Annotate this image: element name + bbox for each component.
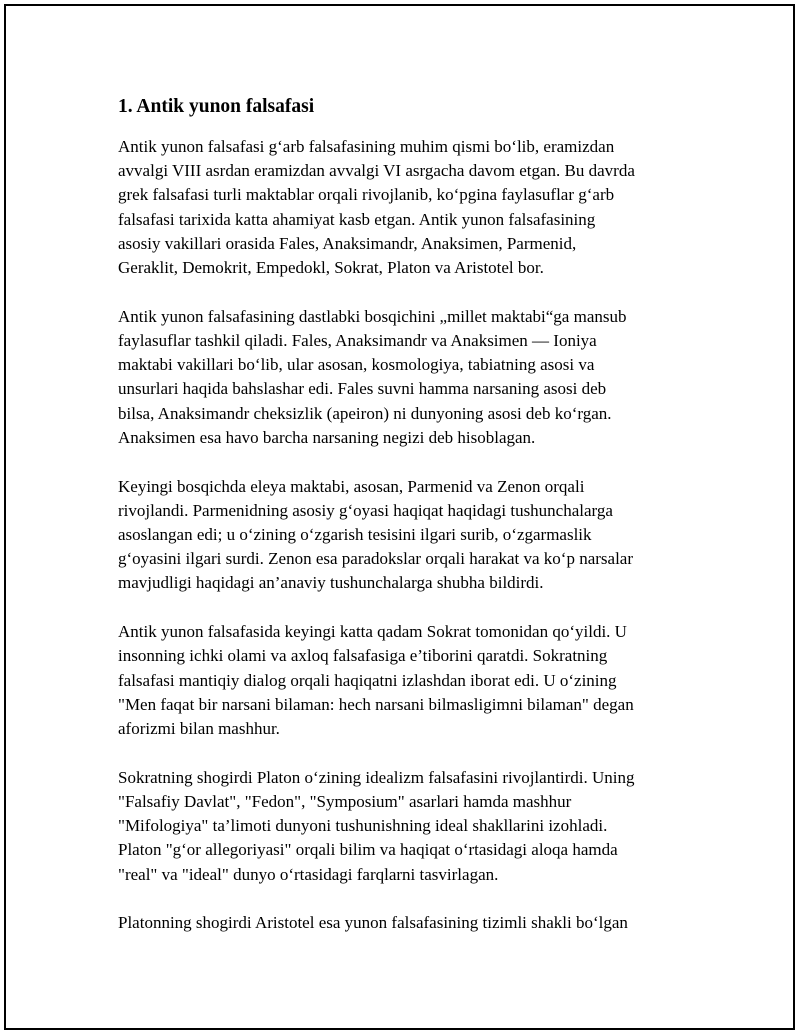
paragraph-line: Anaksimen esa havo barcha narsaning negizi deb hisoblagan.: [118, 427, 536, 447]
paragraphs-container: [118, 135, 698, 936]
paragraph: [118, 620, 698, 741]
paragraph-line: "Mifologiya" ta’limoti dunyoni tushunishning ideal shakllarini izohladi.: [118, 816, 608, 836]
section-title: 1. Antik yunon falsafasi: [118, 96, 315, 117]
paragraph-line: Sokratning shogirdi Platon o‘zining idealizm falsafasini rivojlantirdi. Uning: [118, 767, 635, 787]
paragraph-line: Keyingi bosqichda eleya maktabi, asosan, Parmenid va Zenon orqali: [118, 476, 585, 496]
paragraph-line: g‘oyasini ilgari surdi. Zenon esa paradokslar orqali harakat va ko‘p narsalar: [118, 549, 634, 569]
paragraph: [118, 305, 698, 450]
paragraph: [118, 766, 698, 887]
paragraph: [118, 135, 698, 280]
paragraph-line: Antik yunon falsafasida keyingi katta qadam Sokrat tomonidan qo‘yildi. U: [118, 622, 627, 642]
paragraph-line: avvalgi VIII asrdan eramizdan avvalgi VI asrgacha davom etgan. Bu davrda: [118, 161, 635, 181]
paragraph: [118, 911, 698, 935]
paragraph-line: "Falsafiy Davlat", "Fedon", "Symposium" asarlari hamda mashhur: [118, 792, 572, 812]
paragraph-line: mavjudligi haqidagi an’anaviy tushunchalarga shubha bildirdi.: [118, 573, 544, 593]
paragraph-line: Antik yunon falsafasining dastlabki bosqichini „millet maktabi“ga mansub: [118, 306, 627, 326]
paragraph-line: insonning ichki olami va axloq falsafasiga e’tiborini qaratdi. Sokratning: [118, 646, 608, 666]
paragraph-line: falsafasi mantiqiy dialog orqali haqiqatni izlashdan iborat edi. U o‘zining: [118, 670, 617, 690]
paragraph-line: Antik yunon falsafasi g‘arb falsafasining muhim qismi bo‘lib, eramizdan: [118, 137, 615, 156]
paragraph-line: falsafasi tarixida katta ahamiyat kasb etgan. Antik yunon falsafasining: [118, 209, 596, 229]
paragraph-line: bilsa, Anaksimandr cheksizlik (apeiron) ni dunyoning asosi deb ko‘rgan.: [118, 403, 612, 423]
paragraph-line: faylasuflar tashkil qiladi. Fales, Anaksimandr va Anaksimen — Ioniya: [118, 331, 597, 351]
paragraph-line: grek falsafasi turli maktablar orqali rivojlanib, ko‘pgina faylasuflar g‘arb: [118, 185, 615, 205]
paragraph-line: asosiy vakillari orasida Fales, Anaksimandr, Anaksimen, Parmenid,: [118, 233, 577, 253]
paragraph-line: Platon "g‘or allegoriyasi" orqali bilim va haqiqat o‘rtasidagi aloqa hamda: [118, 840, 618, 860]
paragraph-line: rivojlandi. Parmenidning asosiy g‘oyasi haqiqat haqidagi tushunchalarga: [118, 500, 613, 520]
paragraph-line: Platonning shogirdi Aristotel esa yunon falsafasining tizimli shakli bo‘lgan: [118, 913, 628, 933]
paragraph-line: aforizmi bilan mashhur.: [118, 719, 280, 739]
paragraph-line: asoslangan edi; u o‘zining o‘zgarish tesisini ilgari surib, o‘zgarmaslik: [118, 525, 592, 545]
paragraph-line: "Men faqat bir narsani bilaman: hech narsani bilmasligimni bilaman" degan: [118, 694, 634, 714]
document-body: [118, 94, 698, 960]
paragraph-line: Geraklit, Demokrit, Empedokl, Sokrat, Platon va Aristotel bor.: [118, 258, 544, 278]
paragraph-line: maktabi vakillari bo‘lib, ular asosan, kosmologiya, tabiatning asosi va: [118, 355, 595, 375]
paragraph: [118, 475, 698, 596]
paragraph-line: unsurlari haqida bahslashar edi. Fales suvni hamma narsaning asosi deb: [118, 379, 607, 399]
paragraph-line: "real" va "ideal" dunyo o‘rtasidagi farqlarni tasvirlagan.: [118, 864, 499, 884]
